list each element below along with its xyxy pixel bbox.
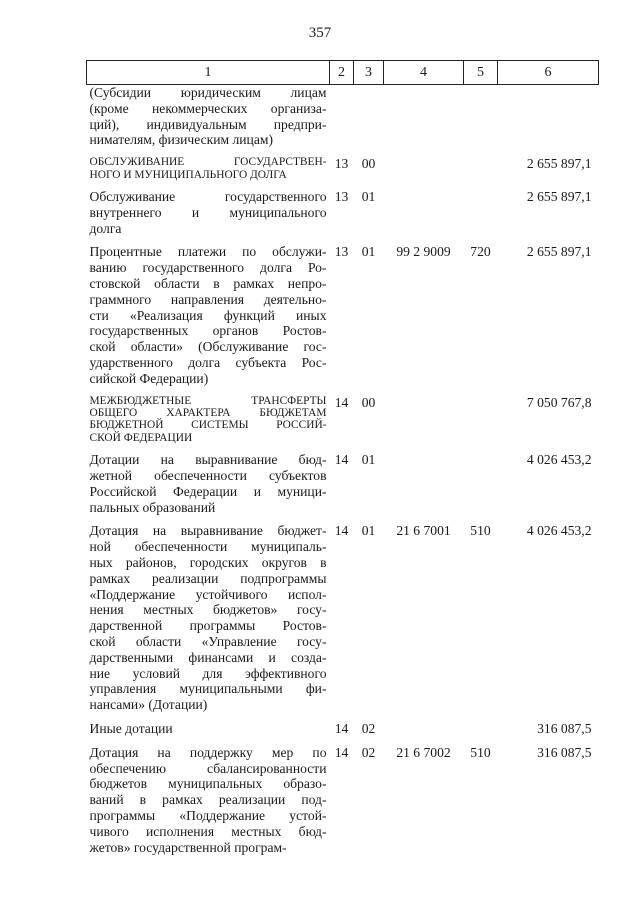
- description-line: ударственного долга субъекта Рос-: [89, 354, 327, 370]
- row-description: [87, 244, 330, 394]
- page-number: 357: [308, 25, 332, 41]
- target-article-code: [384, 395, 464, 453]
- section-code: [330, 85, 354, 157]
- description-line: программы «Поддержание устой-: [89, 807, 327, 823]
- section-code: 13: [334, 156, 349, 172]
- description-line: пальных образований: [89, 499, 216, 515]
- table-row: [87, 721, 599, 745]
- header-cell: 2: [330, 61, 354, 85]
- description-line: (кроме некоммерческих организа-: [89, 100, 327, 116]
- description-line: БЮДЖЕТНОЙ СИСТЕМЫ РОССИЙ-: [89, 419, 327, 432]
- description-line: ние условий для эффективного: [89, 665, 327, 681]
- description-line: СКОЙ ФЕДЕРАЦИИ: [89, 431, 193, 444]
- description-line: Дотации на выравнивание бюд-: [89, 452, 327, 468]
- description-line: дарственными финансами и созда-: [89, 649, 327, 665]
- table-row: [87, 244, 599, 394]
- expense-type-code: 720: [470, 244, 491, 260]
- expense-type-code: [464, 189, 498, 244]
- expense-type-code: [464, 395, 498, 453]
- description-line: внутреннего и муниципального: [89, 204, 327, 220]
- amount: [498, 85, 599, 157]
- description-line: Российской Федерации и муници-: [89, 483, 327, 499]
- target-article-code: [384, 452, 464, 523]
- subsection-code: 01: [361, 189, 376, 204]
- subsection-code: 01: [361, 523, 376, 539]
- header-cell: 3: [354, 61, 384, 85]
- description-line: ской области «Управление госу-: [89, 633, 327, 649]
- header-cell: 1: [87, 61, 330, 85]
- target-article-code: [384, 85, 464, 157]
- description-line: нения местных бюджетов» госу-: [89, 602, 327, 618]
- subsection-code: 02: [361, 744, 376, 760]
- description-line: Иные дотации: [89, 720, 173, 736]
- description-line: Дотация на поддержку мер по: [89, 744, 327, 760]
- expense-type-code: [464, 156, 498, 189]
- section-code: 14: [334, 394, 349, 410]
- description-line: стовской области в рамках непро-: [89, 275, 327, 291]
- description-line: жетов» государственной програм-: [89, 839, 287, 855]
- description-line: МЕЖБЮДЖЕТНЫЕ ТРАНСФЕРТЫ: [89, 394, 327, 407]
- description-line: долга: [89, 220, 122, 236]
- description-line: государственных органов Ростов-: [89, 323, 327, 339]
- row-description: [87, 523, 330, 721]
- description-line: Дотация на выравнивание бюджет-: [89, 523, 327, 539]
- description-line: ных районов, городских округов в: [89, 554, 327, 570]
- subsection-code: 01: [361, 244, 376, 260]
- subsection-code: 01: [361, 452, 376, 468]
- subsection-code: 00: [361, 394, 376, 410]
- amount: 316 087,5: [537, 720, 592, 736]
- description-line: ваний в рамках реализации под-: [89, 792, 327, 808]
- target-article-code: [384, 156, 464, 189]
- subsection-code: 00: [361, 156, 376, 172]
- description-line: ОБЩЕГО ХАРАКТЕРА БЮДЖЕТАМ: [89, 406, 327, 419]
- description-line: Обслуживание государственного: [89, 189, 327, 204]
- target-article-code: 99 2 9009: [396, 244, 451, 260]
- description-line: ской области» (Обслуживание гос-: [89, 339, 327, 355]
- description-line: дарственной программы Ростов-: [89, 618, 327, 634]
- description-line: (Субсидии юридическим лицам: [89, 85, 327, 100]
- row-description: [87, 745, 330, 864]
- description-line: сийской Федерации): [89, 370, 209, 386]
- table-row: [87, 85, 599, 157]
- expense-type-code: [464, 85, 498, 157]
- description-line: бюджетов муниципальных образо-: [89, 776, 327, 792]
- expense-type-code: [464, 721, 498, 745]
- subsection-code: 02: [361, 720, 376, 736]
- table-row: [87, 156, 599, 189]
- description-line: ной обеспеченности муниципаль-: [89, 539, 327, 555]
- target-article-code: 21 6 7002: [396, 744, 451, 760]
- row-description: [87, 452, 330, 523]
- expense-type-code: 510: [470, 523, 491, 539]
- amount: 2 655 897,1: [526, 189, 592, 204]
- amount: 316 087,5: [537, 744, 592, 760]
- target-article-code: 21 6 7001: [396, 523, 451, 539]
- subsection-code: [354, 85, 384, 157]
- amount: 2 655 897,1: [526, 244, 592, 260]
- section-code: 14: [334, 523, 349, 539]
- section-code: 13: [334, 244, 349, 260]
- description-line: ций), индивидуальным предпри-: [89, 116, 327, 132]
- row-description: [87, 189, 330, 244]
- section-code: 13: [334, 189, 349, 204]
- description-line: чивого исполнения местных бюд-: [89, 823, 327, 839]
- table-body: [87, 85, 599, 864]
- description-line: ванию государственного долга Ро-: [89, 260, 327, 276]
- table-row: [87, 189, 599, 244]
- target-article-code: [384, 189, 464, 244]
- amount: 4 026 453,2: [526, 452, 592, 468]
- row-description: [87, 156, 330, 189]
- expense-type-code: 510: [470, 744, 491, 760]
- section-code: 14: [334, 720, 349, 736]
- table-row: [87, 745, 599, 864]
- description-line: «Поддержание устойчивого испол-: [89, 586, 327, 602]
- table-row: [87, 452, 599, 523]
- description-line: граммного направления деятельно-: [89, 291, 327, 307]
- table-header-row: [87, 61, 599, 85]
- header-cell: 6: [498, 61, 599, 85]
- row-description: [87, 395, 330, 453]
- row-description: [87, 85, 330, 157]
- budget-table: [86, 60, 599, 863]
- section-code: 14: [334, 452, 349, 468]
- description-line: обеспечению сбалансированности: [89, 760, 327, 776]
- description-line: жетной обеспеченности субъектов: [89, 467, 327, 483]
- header-cell: 4: [384, 61, 464, 85]
- amount: 4 026 453,2: [526, 523, 592, 539]
- amount: 2 655 897,1: [526, 156, 592, 172]
- amount: 7 050 767,8: [526, 394, 592, 410]
- target-article-code: [384, 721, 464, 745]
- description-line: ОБСЛУЖИВАНИЕ ГОСУДАРСТВЕН-: [89, 156, 327, 169]
- table-row: [87, 395, 599, 453]
- row-description: [87, 721, 330, 745]
- description-line: нимателям, физическим лицам): [89, 132, 273, 148]
- description-line: нансами» (Дотации): [89, 697, 208, 713]
- section-code: 14: [334, 744, 349, 760]
- description-line: НОГО И МУНИЦИПАЛЬНОГО ДОЛГА: [89, 168, 287, 181]
- description-line: сти «Реализация функций иных: [89, 307, 327, 323]
- expense-type-code: [464, 452, 498, 523]
- table-row: [87, 523, 599, 721]
- description-line: рамках реализации подпрограммы: [89, 570, 327, 586]
- description-line: Процентные платежи по обслужи-: [89, 244, 327, 260]
- header-cell: 5: [464, 61, 498, 85]
- description-line: управления муниципальными фи-: [89, 681, 327, 697]
